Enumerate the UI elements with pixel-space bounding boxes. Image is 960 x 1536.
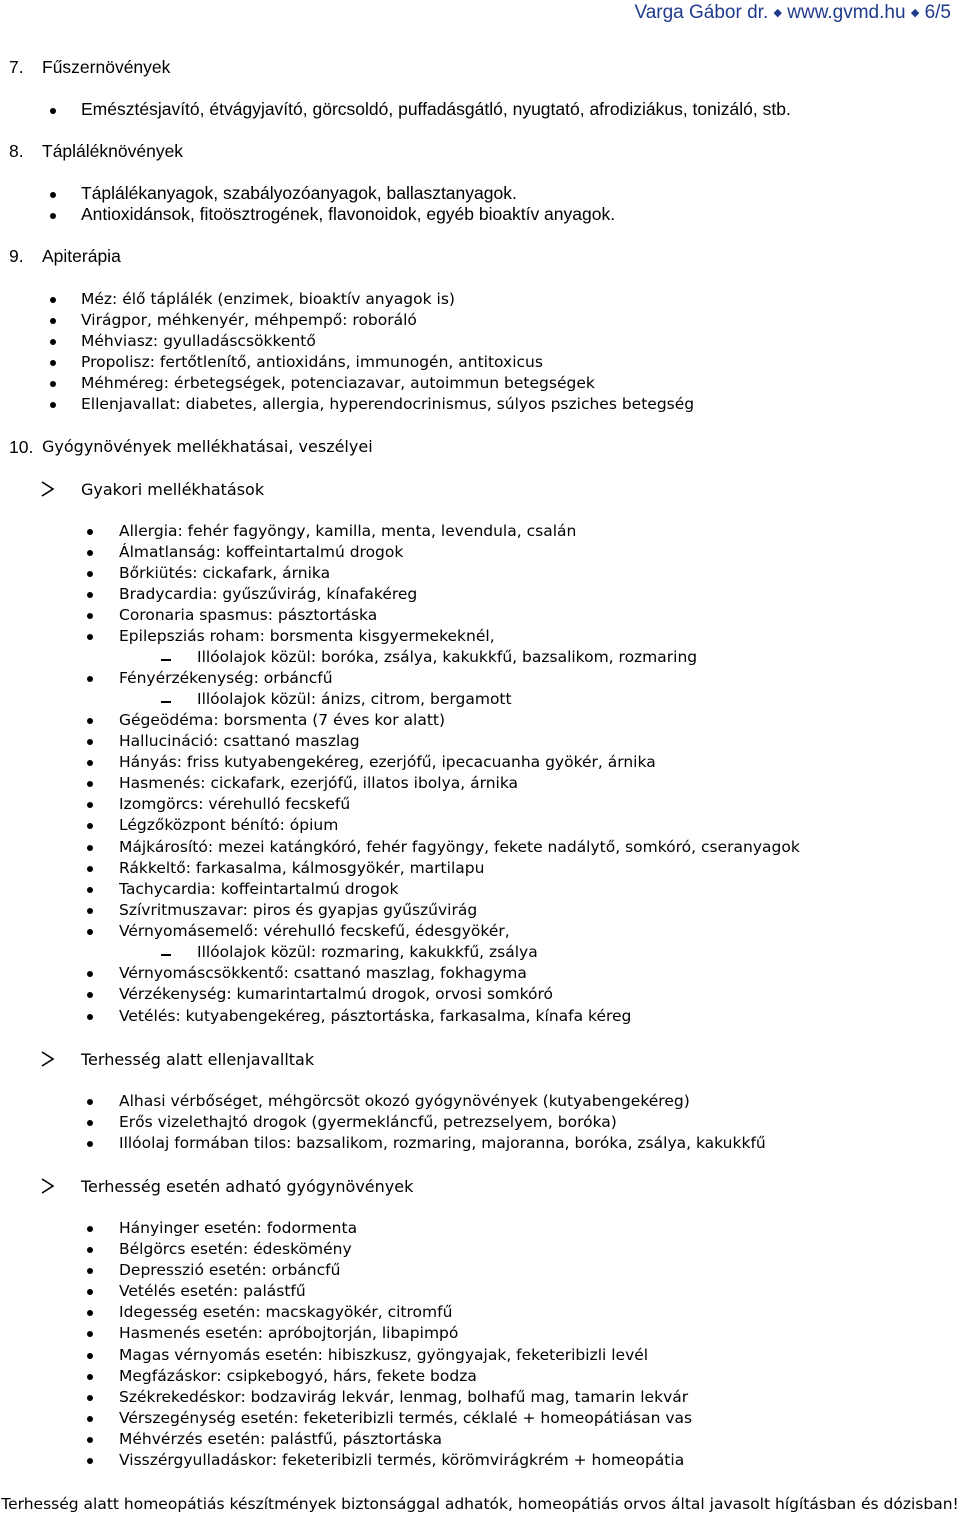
list-item: Májkárosító: mezei katángkóró, fehér fagyöngy, fekete nadálytő, somkóró, cseranyagok (119, 838, 800, 856)
diamond-icon: ◆ (773, 7, 782, 19)
bullet-icon (50, 213, 56, 219)
bullet-icon (87, 571, 93, 577)
bullet-icon (87, 1120, 93, 1126)
list-item: Bradycardia: gyűszűvirág, kínafakéreg (119, 585, 418, 603)
subsection-title: Terhesség alatt ellenjavalltak (81, 1050, 315, 1069)
bullet-icon (87, 823, 93, 829)
bullet-icon (50, 381, 56, 387)
bullet-icon (87, 1226, 93, 1232)
list-subitem: Illóolajok közül: rozmaring, kakukkfű, zsálya (197, 943, 538, 961)
list-item: Hasmenés esetén: apróbojtorján, libapimpó (119, 1324, 459, 1342)
bullet-icon (87, 929, 93, 935)
list-item: Méhvérzés esetén: palástfű, pásztortáska (119, 1430, 442, 1448)
list-item: Epilepsziás roham: borsmenta kisgyermekeknél, (119, 627, 495, 645)
list-item: Hasmenés: cickafark, ezerjófű, illatos ibolya, árnika (119, 774, 519, 792)
list-item: Emésztésjavító, étvágyjavító, görcsoldó, puffadásgátló, nyugtató, afrodiziákus, tonizáló, stb. (81, 99, 791, 119)
dash-icon (161, 659, 171, 661)
bullet-icon (50, 108, 56, 114)
bullet-icon (50, 318, 56, 324)
list-item: Rákkeltő: farkasalma, kálmosgyökér, martilapu (119, 859, 485, 877)
list-item: Antioxidánsok, fitoösztrogének, flavonoidok, egyéb bioaktív anyagok. (81, 204, 616, 224)
list-item: Szívritmuszavar: piros és gyapjas gyűszűvirág (119, 901, 478, 919)
subsection-title: Gyakori mellékhatások (81, 480, 265, 499)
list-item: Táplálékanyagok, szabályozóanyagok, ballasztanyagok. (81, 183, 517, 203)
list-subitem: Illóolajok közül: ánizs, citrom, bergamott (197, 690, 512, 708)
bullet-icon (50, 297, 56, 303)
bullet-icon (87, 1289, 93, 1295)
list-item: Magas vérnyomás esetén: hibiszkusz, gyöngyajak, feketeribizli levél (119, 1346, 649, 1364)
page-header (634, 2, 951, 24)
list-item: Bőrkiütés: cickafark, árnika (119, 564, 331, 582)
bullet-icon (87, 971, 93, 977)
bullet-icon (87, 1374, 93, 1380)
author-name: Varga Gábor dr. (634, 2, 769, 23)
list-item: Megfázáskor: csipkebogyó, hárs, fekete bodza (119, 1367, 477, 1385)
list-item: Erős vizelethajtó drogok (gyermekláncfű, petrezselyem, boróka) (119, 1113, 617, 1131)
section-title: Fűszernövények (42, 57, 171, 77)
bullet-icon (50, 192, 56, 198)
bullet-icon (87, 781, 93, 787)
list-item: Hányinger esetén: fodormenta (119, 1219, 358, 1237)
chevron-right-icon (41, 1178, 55, 1194)
list-item: Gégeödéma: borsmenta (7 éves kor alatt) (119, 711, 446, 729)
dash-icon (161, 701, 171, 703)
list-item: Coronaria spasmus: pásztortáska (119, 606, 378, 624)
bullet-icon (87, 760, 93, 766)
list-item: Hányás: friss kutyabengekéreg, ezerjófű, ipecacuanha gyökér, árnika (119, 753, 656, 771)
bullet-icon (87, 866, 93, 872)
bullet-icon (87, 1353, 93, 1359)
list-item: Izomgörcs: vérehulló fecskefű (119, 795, 351, 813)
list-item: Tachycardia: koffeintartalmú drogok (119, 880, 399, 898)
list-item: Vérszegénység esetén: feketeribizli termés, céklalé + homeopátiásan vas (119, 1409, 693, 1427)
bullet-icon (87, 529, 93, 535)
bullet-icon (87, 634, 93, 640)
list-item: Hallucináció: csattanó maszlag (119, 732, 360, 750)
bullet-icon (87, 845, 93, 851)
list-item: Méhméreg: érbetegségek, potenciazavar, autoimmun betegségek (81, 374, 595, 392)
list-subitem: Illóolajok közül: boróka, zsálya, kakukkfű, bazsalikom, rozmaring (197, 648, 698, 666)
list-item: Idegesség esetén: macskagyökér, citromfű (119, 1303, 453, 1321)
bullet-icon (87, 1141, 93, 1147)
dash-icon (161, 954, 171, 956)
list-item: Székrekedéskor: bodzavirág lekvár, lenmag, bolhafű mag, tamarin lekvár (119, 1388, 689, 1406)
list-item: Depresszió esetén: orbáncfű (119, 1261, 341, 1279)
bullet-icon (50, 360, 56, 366)
bullet-icon (87, 908, 93, 914)
section-title: Gyógynövények mellékhatásai, veszélyei (42, 437, 373, 456)
list-item: Alhasi vérbőséget, méhgörcsöt okozó gyógynövények (kutyabengekéreg) (119, 1092, 690, 1110)
bullet-icon (50, 402, 56, 408)
bullet-icon (87, 1268, 93, 1274)
list-item: Vetélés: kutyabengekéreg, pásztortáska, farkasalma, kínafa kéreg (119, 1007, 632, 1025)
bullet-icon (87, 1458, 93, 1464)
bullet-icon (87, 1395, 93, 1401)
section-number: 8. (9, 141, 24, 161)
site-url: www.gvmd.hu (787, 2, 906, 23)
bullet-icon (87, 550, 93, 556)
subsection-title: Terhesség esetén adható gyógynövények (81, 1177, 414, 1196)
section-title: Apiterápia (42, 246, 121, 266)
bullet-icon (87, 1416, 93, 1422)
bullet-icon (87, 887, 93, 893)
bullet-icon (87, 1247, 93, 1253)
bullet-icon (87, 1014, 93, 1020)
bullet-icon (87, 992, 93, 998)
list-item: Vérzékenység: kumarintartalmú drogok, orvosi somkóró (119, 985, 554, 1003)
list-item: Vérnyomáscsökkentő: csattanó maszlag, fokhagyma (119, 964, 527, 982)
list-item: Méz: élő táplálék (enzimek, bioaktív anyagok is) (81, 290, 455, 308)
chevron-right-icon (41, 1051, 55, 1067)
list-item: Méhviasz: gyulladáscsökkentő (81, 332, 316, 350)
list-item: Vetélés esetén: palástfű (119, 1282, 306, 1300)
list-item: Ellenjavallat: diabetes, allergia, hyperendocrinismus, súlyos psziches betegség (81, 395, 695, 413)
page-number: 6/5 (924, 2, 951, 23)
section-number: 7. (9, 57, 24, 77)
list-item: Allergia: fehér fagyöngy, kamilla, menta, levendula, csalán (119, 522, 577, 540)
list-item: Légzőközpont bénító: ópium (119, 816, 339, 834)
section-number: 9. (9, 246, 24, 266)
bullet-icon (87, 592, 93, 598)
list-item: Visszérgyulladáskor: feketeribizli termés, körömvirágkrém + homeopátia (119, 1451, 685, 1469)
list-item: Illóolaj formában tilos: bazsalikom, rozmaring, majoranna, boróka, zsálya, kakukkfű (119, 1134, 766, 1152)
bullet-icon (87, 1437, 93, 1443)
list-item: Fényérzékenység: orbáncfű (119, 669, 333, 687)
bullet-icon (50, 339, 56, 345)
section-number: 10. (9, 437, 34, 457)
footer-note: Terhesség alatt homeopátiás készítmények biztonsággal adhatók, homeopátiás orvos által javasolt hígításban és dózisban! (1, 1495, 959, 1513)
bullet-icon (87, 676, 93, 682)
list-item: Bélgörcs esetén: édeskömény (119, 1240, 352, 1258)
diamond-icon: ◆ (910, 7, 920, 19)
list-item: Propolisz: fertőtlenítő, antioxidáns, immunogén, antitoxicus (81, 353, 543, 371)
bullet-icon (87, 739, 93, 745)
bullet-icon (87, 613, 93, 619)
list-item: Álmatlanság: koffeintartalmú drogok (119, 543, 404, 561)
list-item: Vérnyomásemelő: vérehulló fecskefű, édesgyökér, (119, 922, 510, 940)
bullet-icon (87, 718, 93, 724)
bullet-icon (87, 802, 93, 808)
section-title: Tápláléknövények (42, 141, 184, 161)
bullet-icon (87, 1331, 93, 1337)
chevron-right-icon (41, 481, 55, 497)
bullet-icon (87, 1310, 93, 1316)
bullet-icon (87, 1099, 93, 1105)
list-item: Virágpor, méhkenyér, méhpempő: roboráló (81, 311, 417, 329)
